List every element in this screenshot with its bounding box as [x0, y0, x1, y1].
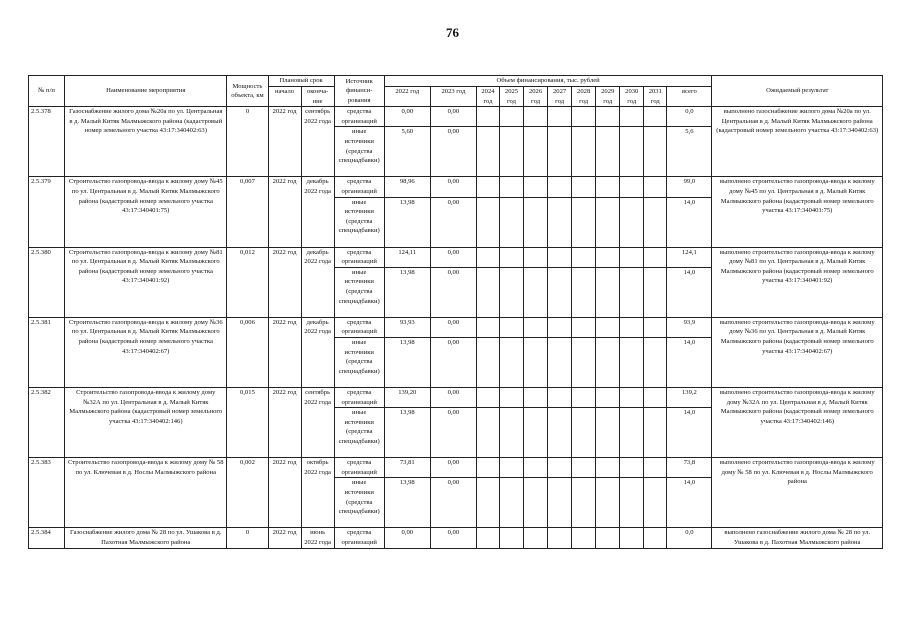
row-value-2022: 5,60 — [384, 127, 430, 177]
empty-cell — [524, 177, 548, 197]
empty-cell — [548, 267, 572, 317]
empty-cell — [548, 387, 572, 407]
row-start: 2022 год — [268, 107, 301, 177]
empty-cell — [620, 107, 644, 127]
empty-cell — [572, 127, 596, 177]
row-name: Строительство газопровода-ввода к жилому дому №81 по ул. Центральная в д. Малый Китяк Малмыжского района (кадастровый номер земельного участка 43:17:340401:92) — [65, 247, 227, 317]
empty-cell — [620, 317, 644, 337]
empty-cell — [524, 317, 548, 337]
empty-cell — [644, 337, 667, 387]
row-total: 0,0 — [667, 107, 712, 127]
row-capacity: 0 — [227, 107, 268, 177]
header-num: № п/п — [29, 76, 65, 107]
table-row — [29, 528, 883, 548]
empty-cell — [620, 197, 644, 247]
row-value-2023: 0,00 — [430, 387, 476, 407]
financing-table — [28, 75, 883, 549]
empty-cell — [596, 408, 620, 458]
row-total: 14,0 — [667, 408, 712, 458]
row-source: средства организаций — [334, 107, 384, 127]
header-source: Источник финанси-рования — [334, 76, 384, 107]
empty-cell — [596, 247, 620, 267]
row-result: выполнено газоснабжение жилого дома № 28 по ул. Ушакова в д. Пахотная Малмыжского района — [712, 528, 883, 548]
empty-cell — [499, 528, 523, 548]
empty-cell — [644, 408, 667, 458]
empty-cell — [596, 107, 620, 127]
row-value-2023: 0,00 — [430, 267, 476, 317]
empty-cell — [572, 247, 596, 267]
header-financing: Объем финансирования, тыс. рублей — [384, 76, 712, 87]
empty-cell — [499, 317, 523, 337]
header-2029: 2029 год — [596, 87, 620, 107]
header-2027: 2027 год — [548, 87, 572, 107]
empty-cell — [620, 478, 644, 528]
header-total: всего — [667, 87, 712, 107]
empty-cell — [499, 197, 523, 247]
empty-cell — [596, 458, 620, 478]
row-capacity: 0,012 — [227, 247, 268, 317]
empty-cell — [572, 337, 596, 387]
row-value-2022: 73,81 — [384, 458, 430, 478]
empty-cell — [524, 458, 548, 478]
empty-cell — [548, 107, 572, 127]
header-result: Ожидаемый результат — [712, 76, 883, 107]
empty-cell — [499, 337, 523, 387]
row-start: 2022 год — [268, 528, 301, 548]
row-value-2022: 139,20 — [384, 387, 430, 407]
empty-cell — [620, 267, 644, 317]
empty-cell — [476, 197, 499, 247]
row-value-2022: 93,93 — [384, 317, 430, 337]
row-value-2023: 0,00 — [430, 197, 476, 247]
row-total: 93,9 — [667, 317, 712, 337]
header-2025: 2025 год — [499, 87, 523, 107]
row-capacity: 0,002 — [227, 458, 268, 528]
row-end: декабрь 2022 года — [301, 247, 334, 317]
empty-cell — [596, 337, 620, 387]
row-value-2023: 0,00 — [430, 107, 476, 127]
empty-cell — [499, 458, 523, 478]
empty-cell — [476, 528, 499, 548]
row-value-2023: 0,00 — [430, 177, 476, 197]
empty-cell — [644, 127, 667, 177]
empty-cell — [524, 478, 548, 528]
empty-cell — [476, 458, 499, 478]
row-source: иные источники (средства спецнадбавки) — [334, 337, 384, 387]
empty-cell — [548, 408, 572, 458]
empty-cell — [572, 478, 596, 528]
row-result: выполнено строительство газопровода-ввода к жилому дому №45 по ул. Центральная в д. Малый Китяк Малмыжского района (кадастровый номер земельного участка 43:17:340401:75) — [712, 177, 883, 247]
row-value-2023: 0,00 — [430, 408, 476, 458]
row-value-2022: 13,98 — [384, 478, 430, 528]
empty-cell — [548, 317, 572, 337]
header-start: начало — [268, 87, 301, 107]
page-number: 76 — [446, 25, 459, 40]
empty-cell — [620, 408, 644, 458]
row-name: Строительство газопровода-ввода к жилому дому №45 по ул. Центральная в д. Малый Китяк Малмыжского района (кадастровый номер земельного участка 43:17:340401:75) — [65, 177, 227, 247]
table-row — [29, 387, 883, 407]
header-capacity: Мощность объекта, км — [227, 76, 268, 107]
empty-cell — [596, 267, 620, 317]
row-value-2022: 13,98 — [384, 197, 430, 247]
header-2022: 2022 год — [384, 87, 430, 107]
empty-cell — [499, 127, 523, 177]
row-num: 2.5.384 — [29, 528, 65, 548]
row-value-2022: 0,00 — [384, 107, 430, 127]
empty-cell — [644, 528, 667, 548]
empty-cell — [524, 107, 548, 127]
empty-cell — [644, 107, 667, 127]
empty-cell — [596, 317, 620, 337]
row-name: Строительство газопровода-ввода к жилому дому №32А по ул. Центральная в д. Малый Китяк Малмыжского района (кадастровый номер земельного участка 43:17:340402:146) — [65, 387, 227, 457]
header-name: Наименование мероприятия — [65, 76, 227, 107]
header-2030: 2030 год — [620, 87, 644, 107]
empty-cell — [499, 387, 523, 407]
row-source: иные источники (средства спецнадбавки) — [334, 478, 384, 528]
empty-cell — [572, 267, 596, 317]
table-row — [29, 107, 883, 127]
row-name: Строительство газопровода-ввода к жилому дому № 58 по ул. Ключевая в д. Нослы Малмыжского района — [65, 458, 227, 528]
empty-cell — [548, 458, 572, 478]
empty-cell — [524, 127, 548, 177]
row-total: 14,0 — [667, 337, 712, 387]
row-value-2022: 98,96 — [384, 177, 430, 197]
row-total: 0,0 — [667, 528, 712, 548]
empty-cell — [476, 127, 499, 177]
row-name: Строительство газопровода-ввода к жилому дому №36 по ул. Центральная в д. Малый Китяк Малмыжского района (кадастровый номер земельного участка 43:17:340402:67) — [65, 317, 227, 387]
empty-cell — [476, 387, 499, 407]
empty-cell — [596, 197, 620, 247]
row-end: июнь 2022 года — [301, 528, 334, 548]
empty-cell — [596, 127, 620, 177]
row-source: иные источники (средства спецнадбавки) — [334, 127, 384, 177]
empty-cell — [476, 408, 499, 458]
table-row — [29, 247, 883, 267]
row-total: 5,6 — [667, 127, 712, 177]
row-source: средства организаций — [334, 528, 384, 548]
row-end: сентябрь 2022 года — [301, 107, 334, 177]
row-total: 14,0 — [667, 197, 712, 247]
row-value-2022: 13,98 — [384, 408, 430, 458]
row-source: средства организаций — [334, 247, 384, 267]
empty-cell — [644, 458, 667, 478]
empty-cell — [572, 528, 596, 548]
header-2024: 2024 год — [476, 87, 499, 107]
empty-cell — [524, 408, 548, 458]
empty-cell — [620, 247, 644, 267]
empty-cell — [548, 247, 572, 267]
empty-cell — [596, 478, 620, 528]
row-num: 2.5.383 — [29, 458, 65, 528]
row-total: 14,0 — [667, 267, 712, 317]
empty-cell — [572, 197, 596, 247]
row-capacity: 0,015 — [227, 387, 268, 457]
row-total: 124,1 — [667, 247, 712, 267]
header-2031: 2031 год — [644, 87, 667, 107]
row-capacity: 0,006 — [227, 317, 268, 387]
row-total: 73,8 — [667, 458, 712, 478]
row-start: 2022 год — [268, 177, 301, 247]
row-value-2022: 124,11 — [384, 247, 430, 267]
empty-cell — [572, 107, 596, 127]
table-row — [29, 317, 883, 337]
row-end: сентябрь 2022 года — [301, 387, 334, 457]
row-capacity: 0 — [227, 528, 268, 548]
empty-cell — [596, 387, 620, 407]
row-start: 2022 год — [268, 458, 301, 528]
empty-cell — [548, 177, 572, 197]
empty-cell — [620, 528, 644, 548]
row-source: иные источники (средства спецнадбавки) — [334, 197, 384, 247]
row-num: 2.5.378 — [29, 107, 65, 177]
empty-cell — [548, 528, 572, 548]
row-result: выполнено строительство газопровода-ввода к жилому дому №81 по ул. Центральная в д. Малый Китяк Малмыжского района (кадастровый номер земельного участка 43:17:340401:92) — [712, 247, 883, 317]
empty-cell — [499, 177, 523, 197]
row-num: 2.5.381 — [29, 317, 65, 387]
row-source: средства организаций — [334, 387, 384, 407]
row-name: Газоснабжение жилого дома №20а по ул. Центральная в д. Малый Китяк Малмыжского района (кадастровый номер земельного участка 43:17:340402:63) — [65, 107, 227, 177]
empty-cell — [548, 337, 572, 387]
row-source: средства организаций — [334, 177, 384, 197]
empty-cell — [572, 317, 596, 337]
empty-cell — [644, 247, 667, 267]
empty-cell — [499, 478, 523, 528]
empty-cell — [596, 528, 620, 548]
empty-cell — [644, 197, 667, 247]
empty-cell — [476, 107, 499, 127]
header-2028: 2028 год — [572, 87, 596, 107]
row-num: 2.5.379 — [29, 177, 65, 247]
row-end: декабрь 2022 года — [301, 317, 334, 387]
empty-cell — [644, 478, 667, 528]
empty-cell — [572, 408, 596, 458]
empty-cell — [620, 127, 644, 177]
header-2023: 2023 год — [430, 87, 476, 107]
header-end: оконча-ние — [301, 87, 334, 107]
row-source: иные источники (средства спецнадбавки) — [334, 267, 384, 317]
row-value-2022: 13,98 — [384, 267, 430, 317]
row-source: средства организаций — [334, 317, 384, 337]
empty-cell — [476, 317, 499, 337]
empty-cell — [476, 177, 499, 197]
row-result: выполнено строительство газопровода-ввода к жилому дому № 58 по ул. Ключевая в д. Нослы Малмыжского района — [712, 458, 883, 528]
row-result: выполнено газоснабжение жилого дома №20а по ул. Центральная в д. Малый Китяк Малмыжского района (кадастровый номер земельного участка 43:17:340402:63) — [712, 107, 883, 177]
empty-cell — [524, 267, 548, 317]
empty-cell — [620, 387, 644, 407]
row-result: выполнено строительство газопровода-ввода к жилому дому №36 по ул. Центральная в д. Малый Китяк Малмыжского района (кадастровый номер земельного участка 43:17:340402:67) — [712, 317, 883, 387]
row-end: декабрь 2022 года — [301, 177, 334, 247]
empty-cell — [524, 197, 548, 247]
empty-cell — [572, 387, 596, 407]
row-value-2023: 0,00 — [430, 247, 476, 267]
empty-cell — [644, 177, 667, 197]
header-planned-term: Плановый срок — [268, 76, 334, 87]
empty-cell — [620, 458, 644, 478]
row-value-2022: 0,00 — [384, 528, 430, 548]
row-value-2023: 0,00 — [430, 317, 476, 337]
row-end: октябрь 2022 года — [301, 458, 334, 528]
header-2026: 2026 год — [524, 87, 548, 107]
empty-cell — [476, 267, 499, 317]
row-value-2023: 0,00 — [430, 478, 476, 528]
row-start: 2022 год — [268, 247, 301, 317]
empty-cell — [548, 478, 572, 528]
empty-cell — [499, 107, 523, 127]
row-source: иные источники (средства спецнадбавки) — [334, 408, 384, 458]
empty-cell — [572, 458, 596, 478]
table-row — [29, 177, 883, 197]
empty-cell — [644, 387, 667, 407]
empty-cell — [499, 267, 523, 317]
empty-cell — [499, 247, 523, 267]
row-value-2022: 13,98 — [384, 337, 430, 387]
empty-cell — [499, 408, 523, 458]
empty-cell — [476, 478, 499, 528]
row-value-2023: 0,00 — [430, 337, 476, 387]
empty-cell — [548, 197, 572, 247]
empty-cell — [476, 337, 499, 387]
empty-cell — [524, 387, 548, 407]
row-value-2023: 0,00 — [430, 458, 476, 478]
empty-cell — [596, 177, 620, 197]
row-total: 99,0 — [667, 177, 712, 197]
row-start: 2022 год — [268, 387, 301, 457]
empty-cell — [572, 177, 596, 197]
row-name: Газоснабжение жилого дома № 28 по ул. Ушакова в д. Пахотная Малмыжского района — [65, 528, 227, 548]
empty-cell — [524, 337, 548, 387]
empty-cell — [524, 247, 548, 267]
row-num: 2.5.380 — [29, 247, 65, 317]
row-result: выполнено строительство газопровода-ввода к жилому дому №32А по ул. Центральная в д. Малый Китяк Малмыжского района (кадастровый номер земельного участка 43:17:340402:146) — [712, 387, 883, 457]
row-total: 14,0 — [667, 478, 712, 528]
empty-cell — [476, 247, 499, 267]
row-capacity: 0,007 — [227, 177, 268, 247]
row-value-2023: 0,00 — [430, 127, 476, 177]
empty-cell — [524, 528, 548, 548]
table-row — [29, 458, 883, 478]
row-num: 2.5.382 — [29, 387, 65, 457]
row-start: 2022 год — [268, 317, 301, 387]
empty-cell — [644, 267, 667, 317]
empty-cell — [620, 337, 644, 387]
row-source: средства организаций — [334, 458, 384, 478]
empty-cell — [620, 177, 644, 197]
row-value-2023: 0,00 — [430, 528, 476, 548]
row-total: 139,2 — [667, 387, 712, 407]
empty-cell — [644, 317, 667, 337]
empty-cell — [548, 127, 572, 177]
